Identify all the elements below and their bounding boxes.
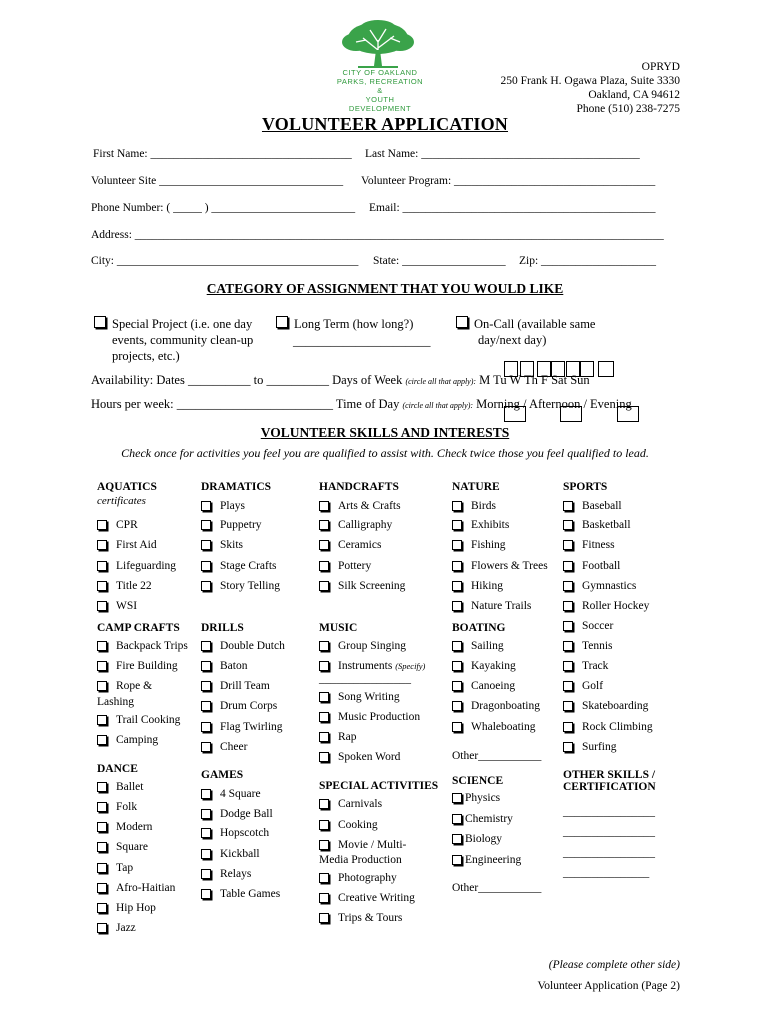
checkbox-icon[interactable] (97, 802, 107, 812)
time-box-afternoon[interactable] (560, 406, 582, 422)
checkbox-icon[interactable] (319, 520, 329, 530)
checkbox-icon[interactable] (563, 742, 573, 752)
skill-cpr[interactable]: CPR (97, 519, 138, 531)
checkbox-icon[interactable] (97, 883, 107, 893)
checkbox-icon[interactable] (201, 701, 211, 711)
checkbox-icon[interactable] (319, 799, 329, 809)
checkbox-icon[interactable] (563, 681, 573, 691)
checkbox-icon[interactable] (97, 681, 107, 691)
skill-square[interactable]: Square (97, 841, 148, 853)
checkbox-icon[interactable] (319, 692, 329, 702)
time-box-evening[interactable] (617, 406, 639, 422)
skill-physics[interactable]: Physics (452, 792, 500, 804)
skill-nature-trails[interactable]: Nature Trails (452, 600, 531, 612)
checkbox-icon[interactable] (97, 661, 107, 671)
skill-ballet[interactable]: Ballet (97, 781, 143, 793)
skill-skits[interactable]: Skits (201, 539, 243, 551)
checkbox-icon[interactable] (452, 722, 462, 732)
checkbox-icon[interactable] (319, 540, 329, 550)
checkbox-icon[interactable] (97, 581, 107, 591)
skill-basketball[interactable]: Basketball (563, 519, 631, 531)
skill-drum-corps[interactable]: Drum Corps (201, 700, 277, 712)
skill-silk-screening[interactable]: Silk Screening (319, 580, 405, 592)
skill-carnivals[interactable]: Carnivals (319, 798, 382, 810)
skill-hopscotch[interactable]: Hopscotch (201, 827, 269, 839)
other-skills-line-4[interactable]: _______________ (563, 867, 650, 879)
checkbox-icon[interactable] (97, 561, 107, 571)
checkbox-icon[interactable] (319, 752, 329, 762)
checkbox-icon[interactable] (201, 722, 211, 732)
skill-lifeguarding[interactable]: Lifeguarding (97, 560, 176, 572)
day-box-sun[interactable] (598, 361, 614, 377)
last-name-field[interactable]: Last Name: ______________________________________ (365, 148, 640, 160)
checkbox-icon[interactable] (201, 641, 211, 651)
category-heading: CATEGORY OF ASSIGNMENT THAT YOU WOULD LIKE (206, 281, 564, 296)
skills-instructions: Check once for activities you feel you are qualified to assist with. Check twice those you feel qualified to lead. (121, 446, 649, 460)
skill-trail-cooking[interactable]: Trail Cooking (97, 714, 180, 726)
skill-modern[interactable]: Modern (97, 821, 152, 833)
skill-skateboarding[interactable]: Skateboarding (563, 700, 648, 712)
checkbox-icon[interactable] (319, 873, 329, 883)
games-heading: GAMES (201, 769, 244, 781)
checkbox-icon[interactable] (97, 842, 107, 852)
skill-canoeing[interactable]: Canoeing (452, 680, 515, 692)
phone-field[interactable]: Phone Number: ( _____ ) _________________________ (91, 202, 356, 214)
skill-double-dutch[interactable]: Double Dutch (201, 640, 285, 652)
checkbox-icon[interactable] (452, 701, 462, 711)
skill-dragonboating[interactable]: Dragonboating (452, 700, 540, 712)
checkbox-icon[interactable] (563, 661, 573, 671)
checkbox-icon[interactable] (97, 863, 107, 873)
state-field[interactable]: State: __________________ (373, 255, 506, 267)
skill-hiking[interactable]: Hiking (452, 580, 503, 592)
checkbox-icon[interactable] (563, 520, 573, 530)
checkbox-icon[interactable] (452, 814, 462, 824)
skill-rope-lashing-2: Lashing (97, 696, 135, 708)
checkbox-icon[interactable] (452, 581, 462, 591)
skill-story-telling[interactable]: Story Telling (201, 580, 280, 592)
skill-music-production[interactable]: Music Production (319, 711, 420, 723)
skill-first-aid[interactable]: First Aid (97, 539, 157, 551)
checkbox-icon[interactable] (319, 561, 329, 571)
checkbox-icon[interactable] (201, 681, 211, 691)
skill-kayaking[interactable]: Kayaking (452, 660, 516, 672)
city-field[interactable]: City: __________________________________________ (91, 255, 359, 267)
logo-text: CITY OF OAKLAND PARKS, RECREATION & YOUTH DEVELOPMENT (336, 68, 424, 113)
checkbox-icon[interactable] (319, 641, 329, 651)
skill-wsi[interactable]: WSI (97, 600, 137, 612)
skill-table-games[interactable]: Table Games (201, 888, 280, 900)
checkbox-icon[interactable] (201, 561, 211, 571)
skill-baton[interactable]: Baton (201, 660, 247, 672)
skill-folk[interactable]: Folk (97, 801, 137, 813)
skill-title-22[interactable]: Title 22 (97, 580, 152, 592)
skill-creative-writing[interactable]: Creative Writing (319, 892, 415, 904)
checkbox-icon[interactable] (452, 540, 462, 550)
checkbox-icon[interactable] (563, 581, 573, 591)
checkbox-icon[interactable] (201, 849, 211, 859)
skill-calligraphy[interactable]: Calligraphy (319, 519, 392, 531)
skill-track[interactable]: Track (563, 660, 608, 672)
checkbox-icon[interactable] (563, 722, 573, 732)
other-skills-line-3[interactable]: ________________ (563, 847, 655, 859)
skill-engineering[interactable]: Engineering (452, 854, 521, 866)
checkbox-icon[interactable] (563, 561, 573, 571)
checkbox-icon[interactable] (97, 641, 107, 651)
checkbox-icon[interactable] (452, 601, 462, 611)
long-term-checkbox[interactable] (276, 316, 288, 328)
skill-spoken-word[interactable]: Spoken Word (319, 751, 400, 763)
skill-instruments[interactable]: Instruments (Specify) (319, 660, 425, 672)
skill-cooking[interactable]: Cooking (319, 819, 378, 831)
zip-field[interactable]: Zip: ____________________ (519, 255, 657, 267)
checkbox-icon[interactable] (319, 820, 329, 830)
checkbox-icon[interactable] (201, 809, 211, 819)
checkbox-icon[interactable] (452, 561, 462, 571)
skill-stage-crafts[interactable]: Stage Crafts (201, 560, 277, 572)
checkbox-icon[interactable] (97, 822, 107, 832)
science-other-field[interactable]: Other___________ (452, 882, 542, 894)
checkbox-icon[interactable] (97, 923, 107, 933)
other-skills-line-1[interactable]: ________________ (563, 806, 655, 818)
checkbox-icon[interactable] (563, 601, 573, 611)
footer-page: Volunteer Application (Page 2) (537, 980, 680, 992)
org-address (501, 60, 681, 116)
skill-arts-crafts[interactable]: Arts & Crafts (319, 500, 401, 512)
skill-photography[interactable]: Photography (319, 872, 397, 884)
skill-fire-building[interactable]: Fire Building (97, 660, 178, 672)
music-heading: MUSIC (319, 622, 358, 634)
skill-gymnastics[interactable]: Gymnastics (563, 580, 636, 592)
skill-golf[interactable]: Golf (563, 680, 603, 692)
skill-football[interactable]: Football (563, 560, 620, 572)
checkbox-icon[interactable] (201, 501, 211, 511)
boating-heading: BOATING (452, 622, 506, 634)
other-skills-line-2[interactable]: ________________ (563, 826, 655, 838)
checkbox-icon[interactable] (319, 581, 329, 591)
skill-plays[interactable]: Plays (201, 500, 245, 512)
handcrafts-heading: HANDCRAFTS (319, 481, 399, 493)
skill-ceramics[interactable]: Ceramics (319, 539, 381, 551)
checkbox-icon[interactable] (97, 601, 107, 611)
checkbox-icon[interactable] (452, 855, 462, 865)
checkbox-icon[interactable] (563, 501, 573, 511)
skill-whaleboating[interactable]: Whaleboating (452, 721, 536, 733)
other-skills-heading: OTHER SKILLS / CERTIFICATION (563, 769, 656, 793)
dramatics-heading: DRAMATICS (201, 481, 272, 493)
checkbox-icon[interactable] (97, 782, 107, 792)
checkbox-icon[interactable] (201, 540, 211, 550)
skill-movie-multi[interactable]: Movie / Multi- (319, 839, 406, 851)
first-name-field[interactable]: First Name: ___________________________________ (93, 148, 352, 160)
email-field[interactable]: Email: ____________________________________________ (369, 202, 656, 214)
checkbox-icon[interactable] (201, 742, 211, 752)
checkbox-icon[interactable] (97, 540, 107, 550)
skill-dodge-ball[interactable]: Dodge Ball (201, 808, 273, 820)
checkbox-icon[interactable] (201, 581, 211, 591)
checkbox-icon[interactable] (563, 701, 573, 711)
skill-biology[interactable]: Biology (452, 833, 502, 845)
checkbox-icon[interactable] (563, 621, 573, 631)
on-call-label: On-Call (available same day/next day) (474, 317, 596, 347)
checkbox-icon[interactable] (319, 661, 329, 671)
checkbox-icon[interactable] (563, 641, 573, 651)
skill-sailing[interactable]: Sailing (452, 640, 504, 652)
checkbox-icon[interactable] (319, 840, 329, 850)
skill-media-production: Media Production (319, 854, 402, 866)
hours-row: Hours per week: _________________________ Time of Day (circle all that apply): Morning / Afternoon / Evening (91, 397, 632, 411)
skill-puppetry[interactable]: Puppetry (201, 519, 262, 531)
footer-note: (Please complete other side) (548, 959, 680, 971)
skill-fishing[interactable]: Fishing (452, 539, 506, 551)
checkbox-icon[interactable] (319, 501, 329, 511)
science-heading: SCIENCE (452, 775, 504, 787)
org-street: 250 Frank H. Ogawa Plaza, Suite 3330 (500, 75, 680, 87)
checkbox-icon[interactable] (452, 520, 462, 530)
checkbox-icon[interactable] (319, 712, 329, 722)
long-term-line[interactable]: ______________________ (293, 334, 431, 348)
special-project-checkbox[interactable] (94, 316, 106, 328)
checkbox-icon[interactable] (97, 903, 107, 913)
special-activities-heading: SPECIAL ACTIVITIES (319, 780, 439, 792)
availability-row: Availability: Dates __________ to __________ Days of Week (circle all that apply): M Tu W Th F Sat Sun (91, 373, 590, 387)
skill-pottery[interactable]: Pottery (319, 560, 371, 572)
checkbox-icon[interactable] (201, 789, 211, 799)
skill-backpack-trips[interactable]: Backpack Trips (97, 640, 188, 652)
skill-surfing[interactable]: Surfing (563, 741, 617, 753)
skills-heading: VOLUNTEER SKILLS AND INTERESTS (260, 425, 510, 440)
checkbox-icon[interactable] (319, 893, 329, 903)
volunteer-program-field[interactable]: Volunteer Program: ___________________________________ (361, 175, 656, 187)
skill-drill-team[interactable]: Drill Team (201, 680, 270, 692)
skill-camping[interactable]: Camping (97, 734, 158, 746)
checkbox-icon[interactable] (201, 520, 211, 530)
skill-soccer[interactable]: Soccer (563, 620, 613, 632)
on-call-checkbox[interactable] (456, 316, 468, 328)
checkbox-icon[interactable] (452, 641, 462, 651)
dance-heading: DANCE (97, 763, 138, 775)
skill-jazz[interactable]: Jazz (97, 922, 136, 934)
skill-trips-tours[interactable]: Trips & Tours (319, 912, 402, 924)
skill-exhibits[interactable]: Exhibits (452, 519, 509, 531)
org-name: OPRYD (641, 61, 680, 73)
skill-roller-hockey[interactable]: Roller Hockey (563, 600, 649, 612)
drills-heading: DRILLS (201, 622, 244, 634)
boating-other-field[interactable]: Other___________ (452, 750, 542, 762)
volunteer-site-field[interactable]: Volunteer Site ________________________________ (91, 175, 344, 187)
skill-tennis[interactable]: Tennis (563, 640, 613, 652)
special-project-label: Special Project (i.e. one day events, community clean-up projects, etc.) (112, 317, 254, 363)
skill-afro-haitian[interactable]: Afro-Haitian (97, 882, 175, 894)
checkbox-icon[interactable] (201, 828, 211, 838)
skill-group-singing[interactable]: Group Singing (319, 640, 406, 652)
aquatics-heading: AQUATICS (97, 481, 157, 493)
checkbox-icon[interactable] (452, 793, 462, 803)
org-city: Oakland, CA 94612 (588, 89, 680, 101)
checkbox-icon[interactable] (452, 501, 462, 511)
skill-kickball[interactable]: Kickball (201, 848, 260, 860)
skill-tap[interactable]: Tap (97, 862, 133, 874)
checkbox-icon[interactable] (452, 834, 462, 844)
checkbox-icon[interactable] (97, 520, 107, 530)
instruments-line[interactable]: ________________ (319, 673, 411, 685)
skill-flowers-trees[interactable]: Flowers & Trees (452, 560, 548, 572)
checkbox-icon[interactable] (97, 735, 107, 745)
address-field[interactable]: Address: ____________________________________________________________________________________________ (91, 229, 664, 241)
checkbox-icon[interactable] (452, 661, 462, 671)
checkbox-icon[interactable] (201, 889, 211, 899)
camp-crafts-heading: CAMP CRAFTS (97, 622, 180, 634)
org-phone: Phone (510) 238-7275 (576, 103, 680, 115)
skill-rope-lashing[interactable]: Rope & (97, 680, 152, 692)
checkbox-icon[interactable] (97, 715, 107, 725)
skill-cheer[interactable]: Cheer (201, 741, 247, 753)
skill-chemistry[interactable]: Chemistry (452, 813, 513, 825)
checkbox-icon[interactable] (319, 732, 329, 742)
time-box-morning[interactable] (504, 406, 526, 422)
skill-rap[interactable]: Rap (319, 731, 357, 743)
checkbox-icon[interactable] (452, 681, 462, 691)
skill-baseball[interactable]: Baseball (563, 500, 622, 512)
checkbox-icon[interactable] (563, 540, 573, 550)
skill-hip-hop[interactable]: Hip Hop (97, 902, 156, 914)
skill-birds[interactable]: Birds (452, 500, 496, 512)
skill-4-square[interactable]: 4 Square (201, 788, 261, 800)
skill-relays[interactable]: Relays (201, 868, 251, 880)
sports-heading: SPORTS (563, 481, 608, 493)
nature-heading: NATURE (452, 481, 500, 493)
skill-song-writing[interactable]: Song Writing (319, 691, 400, 703)
page-title: VOLUNTEER APPLICATION (261, 114, 509, 134)
checkbox-icon[interactable] (319, 913, 329, 923)
skill-rock-climbing[interactable]: Rock Climbing (563, 721, 653, 733)
skill-fitness[interactable]: Fitness (563, 539, 615, 551)
long-term-label: Long Term (how long?) (294, 317, 414, 331)
checkbox-icon[interactable] (201, 661, 211, 671)
checkbox-icon[interactable] (201, 869, 211, 879)
skill-flag-twirling[interactable]: Flag Twirling (201, 721, 283, 733)
aquatics-sub: certificates (97, 495, 146, 507)
